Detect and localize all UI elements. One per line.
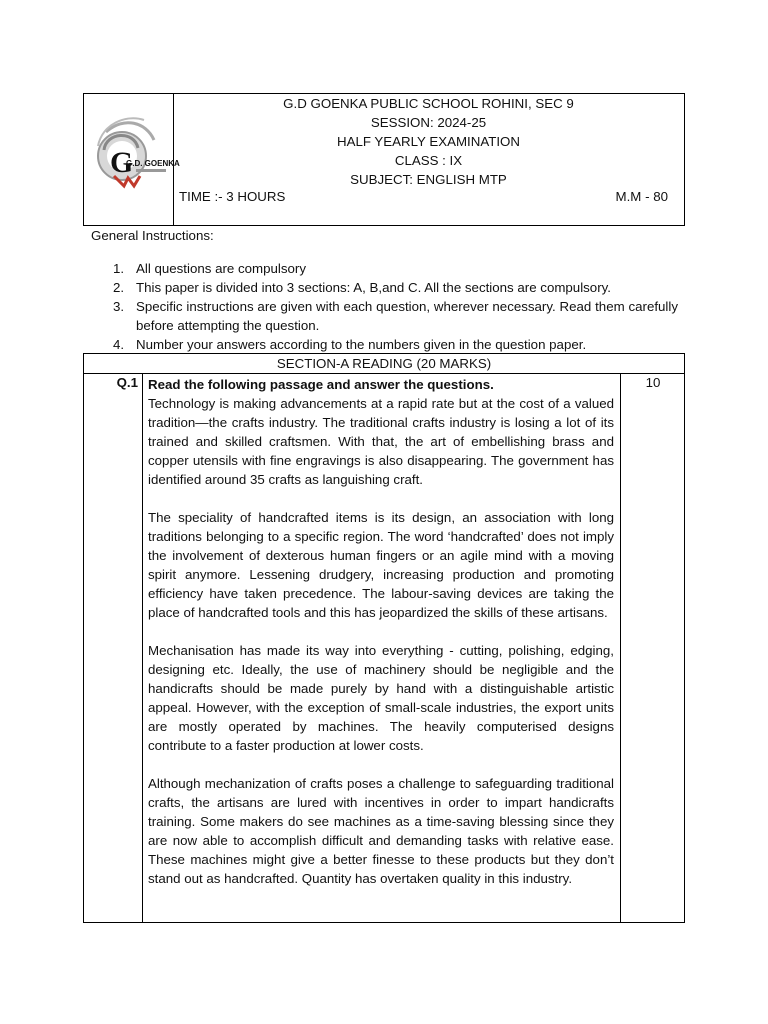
instruction-item [104,259,678,278]
passage-paragraph: Technology is making advancements at a rapid rate but at the cost of a valued tradition—the crafts industry. The traditional crafts industry is losing a lot of its trained and skilled craftsmen. With that, the art of embellishing brass and copper utensils with fine engravings is also disappearing. The government has identified around 35 crafts as languishing craft. [148,396,614,487]
instructions-title: General Instructions: [91,228,214,243]
column-divider [142,373,143,922]
instruction-text: Specific instructions are given with each question, wherever necessary. Read them carefully before attempting the question. [136,299,678,333]
instruction-item [104,297,678,335]
column-divider [620,373,621,922]
section-title: SECTION-A READING (20 MARKS) [84,354,684,374]
question-number: Q.1 [116,375,138,390]
question-heading: Read the following passage and answer the questions. [148,377,494,392]
question-marks: 10 [645,375,661,390]
instruction-number: 3. [113,299,125,314]
logo-cell [84,94,180,225]
passage-paragraph: Mechanisation has made its way into everything - cutting, polishing, edging, designing etc. Ideally, the use of machinery should be negligible and the handicrafts should be made purely by hand with a distinguishable artistic appeal. However, with the exception of small-scale industries, the export units are mostly operated by machines. The heavily computerised designs contribute to a faster production at lower costs. [148,643,614,753]
school-name: G.D GOENKA PUBLIC SCHOOL ROHINI, SEC 9 [283,96,574,111]
subject-label: SUBJECT: ENGLISH MTP [350,172,507,187]
max-marks-label: M.M - 80 [615,189,668,204]
passage-paragraph: Although mechanization of crafts poses a challenge to safeguarding traditional crafts, the artisans are lured with incentives in order to impart handicrafts training. Some makers do see machines as a time-saving blessing since they are now able to accomplish difficult and demanding tasks with relative ease. These machines might give a better finesse to these products but they don’t stand out as handcrafted. Quantity has overtaken quality in this industry. [148,776,614,886]
instruction-item [104,335,678,354]
instruction-item [104,278,678,297]
instruction-number: 2. [113,280,125,295]
class-label: CLASS : IX [394,153,463,168]
instruction-number: 1. [113,261,125,276]
question-body [148,375,614,888]
svg-text:G: G [110,146,134,179]
exam-header [83,93,685,226]
session: SESSION: 2024-25 [370,115,487,130]
exam-title: HALF YEARLY EXAMINATION [336,134,520,149]
instruction-text: Number your answers according to the numbers given in the question paper. [136,337,587,352]
school-logo [84,94,180,225]
time-label: TIME :- 3 HOURS [179,189,286,204]
instruction-text: All questions are compulsory [136,261,306,276]
instruction-number: 4. [113,337,125,352]
instructions-list [104,259,678,354]
logo-text: G.D. GOENKA [126,159,180,168]
question-table [83,353,685,923]
instruction-text: This paper is divided into 3 sections: A, B,and C. All the sections are compulsory. [136,280,611,295]
passage-paragraph: The speciality of handcrafted items is its design, an association with long traditions belonging to a specific region. The word ‘handcrafted’ does not imply the involvement of dexterous human fingers or an agile mind with a moving spirit anymore. Lessening drudgery, increasing production and promoting efficiency have taken precedence. The labour-saving devices are taking the place of handcrafted tools and this has jeopardized the skills of these artisans. [148,510,614,620]
